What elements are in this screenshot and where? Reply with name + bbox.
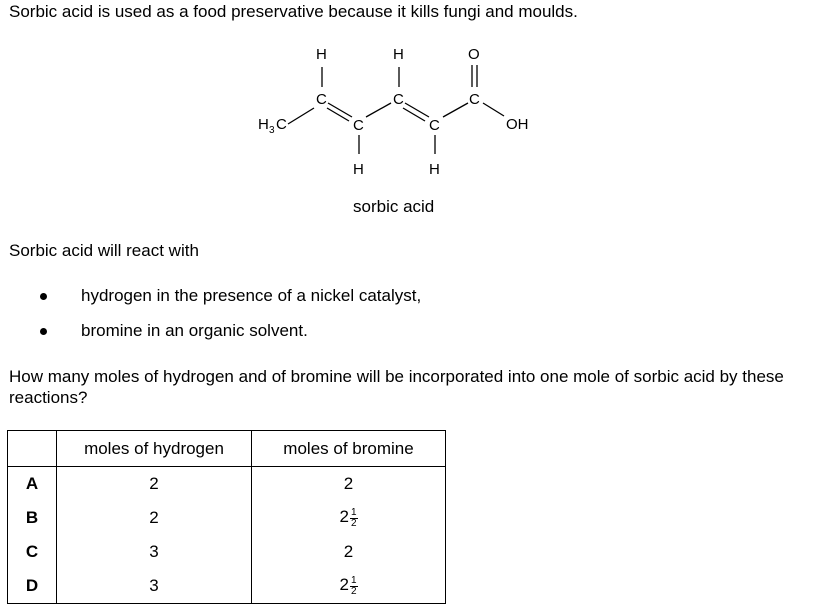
atom-h-top-1: H [316,46,327,63]
fraction-numerator: 1 [350,506,357,518]
atom-c-2: C [353,117,364,134]
bullet-text: bromine in an organic solvent. [81,321,308,340]
react-intro-text: Sorbic acid will react with [9,241,199,260]
question-text: How many moles of hydrogen and of bromine will be incorporated into one mole of sorbic acid by these reactions? [9,367,784,407]
bromine-cell [252,535,446,569]
atom-h-bottom-2: H [429,161,440,178]
bullet-text: hydrogen in the presence of a nickel catalyst, [81,286,422,305]
hydrogen-cell-value: 3 [149,542,159,561]
bromine-cell-value: 2 [339,507,349,527]
sorbic-acid-structure [250,40,550,190]
header-bromine: moles of bromine [252,431,446,467]
table-row[interactable] [8,501,446,535]
hydrogen-cell [57,535,252,569]
hydrogen-cell-value: 2 [149,474,159,493]
bromine-cell [252,501,446,535]
atom-ch3-sub: 3 [269,125,275,136]
header-option [8,431,57,467]
fraction-denominator: 2 [350,517,357,529]
option-label-value: A [25,474,39,493]
bromine-cell-value: 2 [343,542,354,561]
hydrogen-cell [57,467,252,502]
hydrogen-cell [57,501,252,535]
atom-c-1: C [316,91,327,108]
hydrogen-cell-value: 3 [149,576,159,595]
option-label [8,535,57,569]
atom-o-top: O [468,46,480,63]
answer-table [7,430,446,604]
atom-ch3-h: H [258,116,269,133]
table-header-row [8,431,446,467]
option-label [8,467,57,502]
atom-h-top-2: H [393,46,404,63]
fraction-numerator: 1 [350,574,357,586]
bromine-cell-value: 2 [343,474,354,493]
header-hydrogen: moles of hydrogen [57,431,252,467]
atom-c-5: C [469,91,480,108]
option-label-value: C [25,542,39,561]
bond-lines [288,65,504,154]
atom-c-3: C [393,91,404,108]
atom-oh: OH [506,116,529,133]
option-label [8,501,57,535]
half-fraction [350,508,358,529]
atom-ch3-c: C [276,116,287,133]
option-label-value: B [25,508,39,527]
table-row[interactable] [8,569,446,604]
intro-text: Sorbic acid is used as a food preservative because it kills fungi and moulds. [9,2,578,21]
atom-c-4: C [429,117,440,134]
table-row[interactable] [8,535,446,569]
hydrogen-cell-value: 2 [149,508,159,527]
hydrogen-cell [57,569,252,604]
bromine-cell [252,467,446,502]
bromine-cell [252,569,446,604]
bromine-cell-value: 2 [339,575,349,595]
atom-h-bottom-1: H [353,161,364,178]
structure-caption: sorbic acid [353,197,435,216]
bullet-icon [40,328,47,335]
half-fraction [350,576,358,597]
bullet-icon [40,293,47,300]
option-label-value: D [25,576,39,595]
table-row[interactable] [8,467,446,502]
fraction-denominator: 2 [350,585,357,597]
option-label [8,569,57,604]
